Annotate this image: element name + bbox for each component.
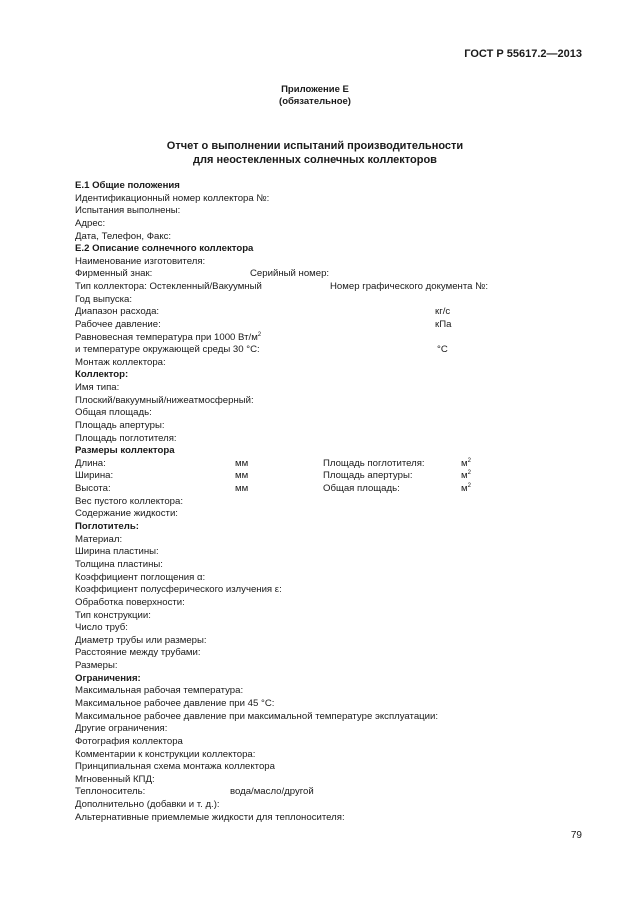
field-flat-type: Плоский/вакуумный/нижеатмосферный: — [75, 394, 254, 406]
field-plate-thickness: Толщина пластины: — [75, 558, 163, 570]
field-graphic-doc: Номер графического документа №: — [330, 281, 489, 293]
height-unit: мм — [235, 483, 249, 495]
field-tube-count: Число труб: — [75, 622, 128, 634]
width-label: Ширина: — [75, 470, 114, 482]
dim-row-width — [75, 470, 575, 483]
field-address: Адрес: — [75, 217, 106, 229]
field-dimensions: Размеры: — [75, 660, 118, 672]
field-other-limits: Другие ограничения: — [75, 723, 168, 735]
field-emittance: Коэффициент полусферического излучения ε: — [75, 584, 282, 596]
field-max-pressure-max-temp: Максимальное рабочее давление при максимальной температуре эксплуатации: — [75, 710, 439, 722]
field-collector-type: Тип коллектора: Остекленный/Вакуумный — [75, 281, 262, 293]
section-heading-e2: Е.2 Описание солнечного коллектора — [75, 243, 254, 255]
flow-unit: кг/с — [435, 306, 451, 318]
appendix-title: Приложение Е — [281, 84, 349, 95]
field-date-phone-fax: Дата, Телефон, Факс: — [75, 230, 172, 242]
field-absorber-area: Площадь поглотителя: — [75, 432, 177, 444]
field-total-area: Общая площадь: — [75, 407, 152, 419]
field-fluid-content: Содержание жидкости: — [75, 508, 178, 520]
field-additives: Дополнительно (добавки и т. д.): — [75, 799, 220, 811]
absorber-area-label: Площадь поглотителя: — [323, 457, 425, 469]
field-tube-diameter: Диаметр трубы или размеры: — [75, 634, 207, 646]
field-comments: Комментарии к конструкции коллектора: — [75, 748, 256, 760]
field-working-pressure — [75, 319, 575, 332]
dim-row-height — [75, 483, 575, 496]
aperture-area-label: Площадь апертуры: — [323, 470, 413, 482]
total-area-unit: $м^2$ — [461, 483, 471, 495]
field-mounting-scheme: Принципиальная схема монтажа коллектора — [75, 761, 275, 773]
field-flow-range — [75, 306, 575, 319]
section-heading-limits: Ограничения: — [75, 672, 141, 684]
field-aperture-area: Площадь апертуры: — [75, 419, 165, 431]
field-mounting: Монтаж коллектора: — [75, 356, 166, 368]
temp-unit: °С — [437, 344, 448, 356]
length-unit: мм — [235, 457, 249, 469]
section-heading-collector: Коллектор: — [75, 369, 129, 381]
equilibrium-temp-line1: Равновесная температура при 1000 $Вт/м^2$ — [75, 331, 262, 343]
page-number: 79 — [570, 830, 582, 841]
field-photo: Фотография коллектора — [75, 735, 183, 747]
working-pressure-label: Рабочее давление: — [75, 319, 161, 331]
field-heat-carrier — [75, 786, 575, 799]
field-year: Год выпуска: — [75, 293, 133, 305]
total-area-label: Общая площадь: — [323, 483, 400, 495]
standard-header: ГОСТ Р 55617.2—2013 — [464, 48, 582, 60]
absorber-area-unit: $м^2$ — [461, 457, 471, 469]
flow-range-label: Диапазон расхода: — [75, 306, 160, 318]
heat-carrier-options: вода/масло/другой — [230, 786, 314, 798]
dim-row-length — [75, 458, 575, 471]
field-brand-serial — [75, 268, 575, 281]
field-serial: Серийный номер: — [250, 268, 330, 280]
pressure-unit: кПа — [435, 319, 452, 331]
field-collector-id: Идентификационный номер коллектора №: — [75, 192, 270, 204]
field-manufacturer: Наименование изготовителя: — [75, 255, 206, 267]
field-max-temp: Максимальная рабочая температура: — [75, 685, 244, 697]
length-label: Длина: — [75, 457, 106, 469]
field-material: Материал: — [75, 533, 123, 545]
field-max-pressure-45: Максимальное рабочее давление при 45 °С: — [75, 697, 275, 709]
height-label: Высота: — [75, 483, 111, 495]
field-alt-fluids: Альтернативные приемлемые жидкости для теплоносителя: — [75, 811, 345, 823]
field-empty-weight: Вес пустого коллектора: — [75, 495, 184, 507]
report-title-line1: Отчет о выполнении испытаний производительности — [166, 140, 464, 152]
section-heading-dimensions: Размеры коллектора — [75, 445, 175, 457]
appendix-status: (обязательное) — [279, 96, 351, 107]
field-surface-treatment: Обработка поверхности: — [75, 596, 185, 608]
section-heading-absorber: Поглотитель: — [75, 521, 139, 533]
field-construction-type: Тип конструкции: — [75, 609, 151, 621]
field-brand: Фирменный знак: — [75, 268, 153, 280]
heat-carrier-label: Теплоноситель: — [75, 786, 146, 798]
width-unit: мм — [235, 470, 249, 482]
field-tests-done: Испытания выполнены: — [75, 205, 181, 217]
field-equilibrium-temp — [75, 332, 575, 357]
field-plate-width: Ширина пластины: — [75, 546, 159, 558]
field-instant-efficiency: Мгновенный КПД: — [75, 773, 155, 785]
section-heading-e1: Е.1 Общие положения — [75, 180, 180, 191]
equilibrium-temp-line2: и температуре окружающей среды 30 °С: — [75, 344, 260, 356]
report-body — [75, 180, 575, 824]
aperture-area-unit: $м^2$ — [461, 470, 471, 482]
field-tube-spacing: Расстояние между трубами: — [75, 647, 201, 659]
field-type-name: Имя типа: — [75, 381, 120, 393]
report-title-line2: для неостекленных солнечных коллекторов — [193, 154, 437, 166]
field-type-graphic — [75, 281, 575, 294]
field-absorptance: Коэффициент поглощения α: — [75, 571, 206, 583]
